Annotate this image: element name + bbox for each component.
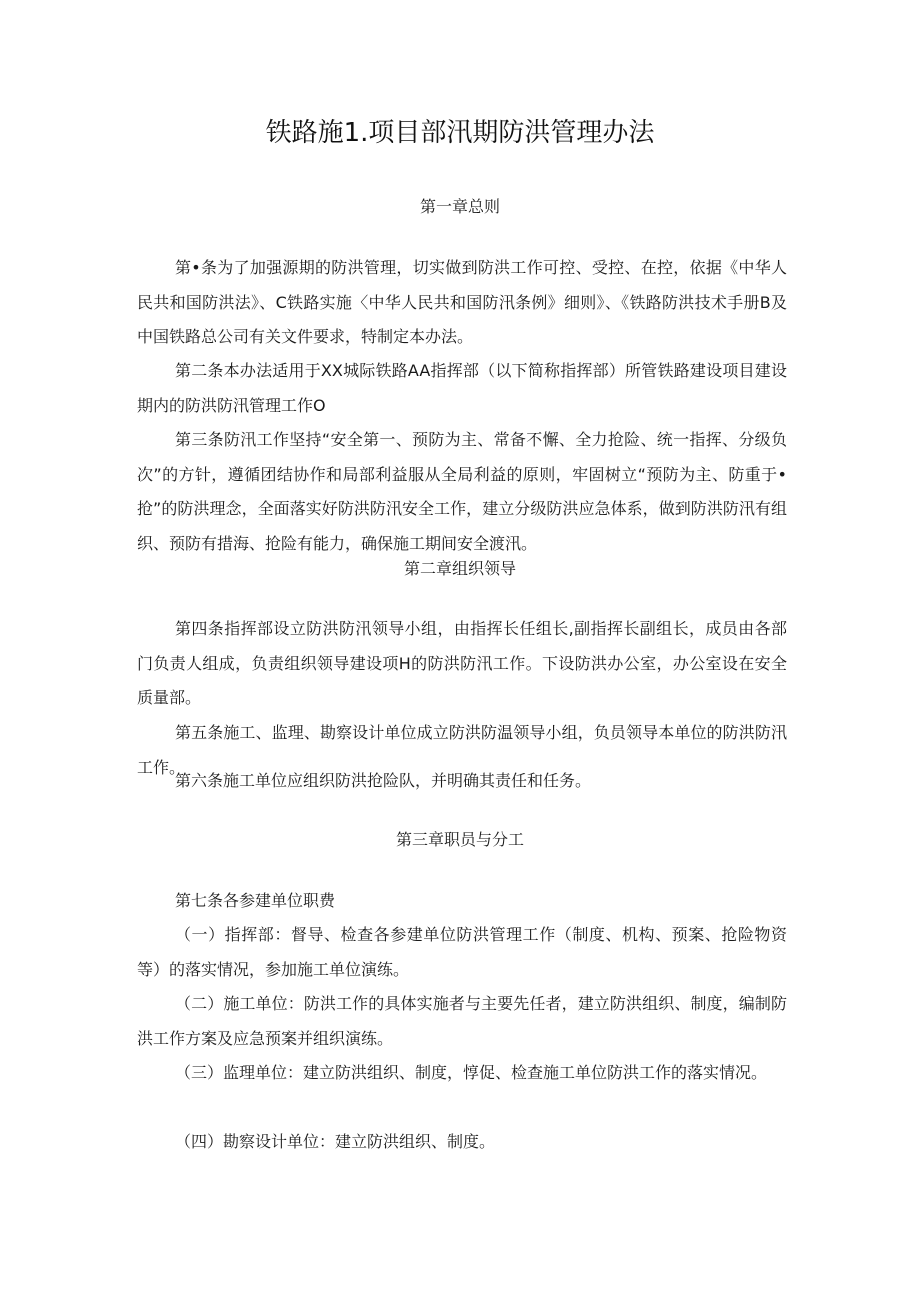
list-item: （一）指挥部：督导、检查各参建单位防洪管理工作（制度、机构、预案、抢险物资等）的落实情况，参加施工单位演练。: [137, 925, 787, 979]
chapter-heading: 第一章总则: [419, 197, 500, 216]
article-paragraph: 第六条施工单位应组织防洪抢险队，并明确其责任和任务。: [175, 771, 592, 790]
chapter-heading: 第三章职员与分工: [395, 830, 524, 849]
document-title: 铁路施1.项目部汛期防洪管理办法: [265, 118, 655, 148]
list-item: （二）施工单位：防洪工作的具体实施者与主要先任者，建立防洪组织、制度，编制防洪工作方案及应急预案并组织演练。: [137, 994, 787, 1048]
article-paragraph: 第二条本办法适用于XX城际铁路AA指挥部（以下简称指挥部）所管铁路建设项目建设期内的防洪防汛管理工作O: [137, 361, 787, 415]
article-paragraph: 第七条各参建单位职费: [175, 891, 336, 910]
article-paragraph: 第三条防汛工作坚持“安全第一、预防为主、常备不懈、全力抢险、统一指挥、分级负次”的方针，遵循团结协作和局部利益服从全局利益的原则，牢固树立“预防为主、防重于•抢”的防洪理念，全面落实好防洪防汛安全工作，建立分级防洪应急体系，做到防洪防汛有组织、预防有措海、抢险有能力，确保施工期间安全渡汛。: [137, 430, 787, 553]
article-paragraph: 第•条为了加强源期的防洪管理，切实做到防洪工作可控、受控、在控，依据《中华人民共和国防洪法》、C铁路实施〈中华人民共和国防汛条例》细则》、《铁路防洪技术手册B及中国铁路总公司有关文件要求，特制定本办法。: [137, 258, 787, 346]
list-item: （四）勘察设计单位：建立防洪组织、制度。: [175, 1132, 496, 1151]
article-paragraph: 第四条指挥部设立防洪防汛领导小组，由指挥长任组长,副指挥长副组长，成员由各部门负责人组成，负责组织领导建设项H的防洪防汛工作。下设防洪办公室，办公室设在安全质量部。: [137, 619, 787, 707]
chapter-heading: 第二章组织领导: [403, 559, 516, 578]
list-item: （三）监理单位：建立防洪组织、制度，惇促、检查施工单位防洪工作的落实情况。: [175, 1063, 768, 1082]
article-paragraph: 第五条施工、监理、勘察设计单位成立防洪防温领导小组，负员领导本单位的防洪防汛工作。: [137, 723, 787, 777]
